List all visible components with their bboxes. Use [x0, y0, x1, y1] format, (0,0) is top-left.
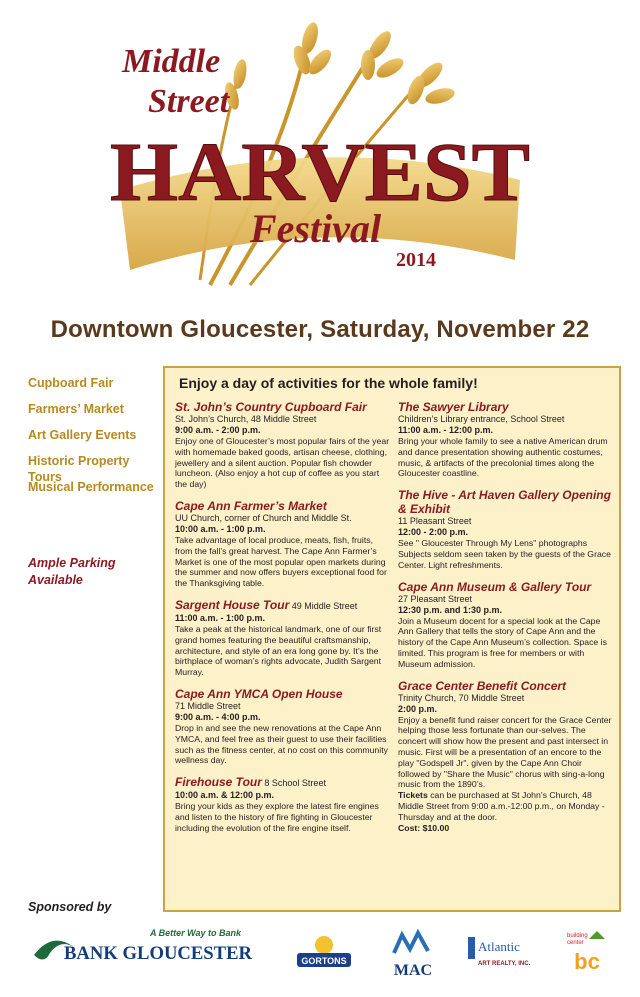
bc-line-1: building [567, 933, 588, 939]
event-description: Join a Museum docent for a special look at the Cape Ann Gallery that tells the story of Cape Ann and the history of the Cape Ann Museum’s collection. Space is limited. This program is free for members or with Museum admission. [398, 615, 607, 669]
mac-name: MAC [393, 962, 433, 979]
event-title-row [175, 775, 390, 790]
event-cost [398, 823, 613, 834]
event-time: 11:00 a.m. - 1:00 p.m. [175, 612, 266, 623]
event-sargent-house [175, 598, 390, 678]
events-column-left [175, 400, 390, 843]
category-musical-performance: Musical Performance [28, 480, 154, 494]
event-title: The Sawyer Library [398, 400, 509, 414]
mac-wave-icon [394, 933, 428, 953]
parking-line-1: Ample Parking [28, 556, 116, 570]
event-tickets [398, 790, 613, 822]
bank-tagline: A Better Way to Bank [150, 928, 242, 938]
sponsor-logos [0, 925, 640, 997]
cost-label: Cost: [398, 822, 421, 833]
category-cupboard-fair: Cupboard Fair [28, 376, 114, 390]
event-sawyer-library [398, 400, 613, 479]
bank-name: BANK GLOUCESTER [64, 943, 253, 964]
event-location: Trinity Church, 70 Middle Street [398, 692, 525, 703]
event-description: See " Gloucester Through My Lens" photographs Subjects seldom seen taken by the guests of the Grace Center. Light refreshments. [398, 538, 611, 570]
atlantic-bars-icon [468, 937, 475, 959]
parking-line-2: Available [28, 573, 83, 587]
gortons-fisherman-icon [315, 936, 333, 954]
tickets-label: Tickets [398, 790, 428, 801]
event-description: Enjoy a benefit fund raiser concert for the Grace Center helping those less fortunate than our-selves. The concert will show how the present and past intersect in music. First will be a presentation of an encore to the play "Godspell Jr". given by the Cape Ann Choir followed by "Share the Music" chorus with sing-a-long music from the 1890’s. [398, 714, 612, 790]
event-time: 12:00 - 2:00 p.m. [398, 527, 469, 538]
event-title: Cape Ann YMCA Open House [175, 686, 343, 701]
gortons-name: GORTONS [301, 956, 347, 966]
bc-line-2: center [567, 940, 584, 946]
event-time: 2:00 p.m. [398, 703, 438, 714]
event-title: The Hive - Art Haven Gallery Opening & Exhibit [398, 488, 611, 517]
parking-note [28, 555, 148, 589]
page-headline: Downtown Gloucester, Saturday, November 22 [50, 316, 590, 343]
event-time: 10:00 a.m. - 1:00 p.m. [175, 523, 266, 534]
event-firehouse [175, 775, 390, 833]
event-museum-tour [398, 580, 613, 670]
event-time: 9:00 a.m. - 4:00 p.m. [175, 711, 261, 722]
sponsored-by-label: Sponsored by [28, 900, 112, 914]
logo-street: Street [148, 83, 230, 120]
event-description: Enjoy one of Gloucester’s most popular fairs of the year with homemade baked goods, artisan cheese, clothing, jewellery and a silent auction. Popular fish chowder luncheon. (Also enjoy a hot cup of coffee as you start the day) [175, 436, 390, 490]
event-location: 27 Pleasant Street [398, 593, 473, 604]
cost-value: $10.00 [420, 822, 450, 833]
event-location: 49 Middle Street [289, 600, 358, 611]
event-description: Take a peak at the historical landmark, one of our first grand homes featuring the beautiful craftsmanship, architecture, and style of an era long gone by. It’s the birthplace of woman’s rights advocate, Judith Sargent Murray. [175, 623, 382, 678]
atlantic-subtitle: ART REALTY, INC. [478, 961, 531, 967]
event-description: Bring your kids as they explore the latest fire engines and listen to the history of fire fighting in Gloucester including the evolution of the fire engine itself. [175, 801, 379, 833]
event-location: 11 Pleasant Street [398, 516, 472, 527]
tickets-text: can be purchased at St John’s Church, 48 Middle Street from 9:00 a.m.-12:00 p.m., on Monday - Thursday and at the door. [398, 790, 605, 822]
logo-harvest: HARVEST [110, 126, 530, 219]
event-location: UU Church, corner of Church and Middle St. [175, 512, 352, 523]
event-title: Grace Center Benefit Concert [398, 678, 567, 693]
atlantic-name: Atlantic [478, 939, 520, 954]
events-column-right [398, 400, 613, 842]
logo-middle: Middle [122, 43, 221, 80]
event-description: Drop in and see the new renovations at the Cape Ann YMCA, and feel free as their guest to use their facilities such as the fitness center, at no cost on this community wellness day. [175, 722, 388, 766]
event-title: Cape Ann Museum & Gallery Tour [398, 579, 592, 594]
event-title: Sargent House Tour [175, 597, 290, 612]
festival-logo [100, 10, 540, 310]
event-grace-concert [398, 679, 613, 834]
category-historic-tours: Historic Property Tours [28, 454, 130, 484]
bc-mark: bc [574, 949, 600, 974]
bank-gloucester-logo [30, 925, 255, 975]
logo-year: 2014 [396, 249, 436, 271]
activities-title: Enjoy a day of activities for the whole family! [179, 375, 478, 391]
event-farmers-market [175, 499, 390, 589]
mac-logo [388, 927, 438, 982]
event-time: 10:00 a.m. & 12:00 p.m. [175, 790, 275, 801]
event-title: St. John’s Country Cupboard Fair [175, 400, 367, 414]
event-cupboard-fair [175, 400, 390, 490]
activity-category-list [28, 375, 163, 505]
event-time: 12:30 p.m. and 1:30 p.m. [398, 604, 503, 615]
event-location: 71 Middle Street [175, 700, 241, 711]
event-location: 8 School Street [261, 778, 326, 789]
gortons-logo [295, 933, 353, 973]
event-location: Children’s Library entrance, School Street [398, 414, 565, 424]
atlantic-realty-logo [466, 933, 532, 973]
event-description: Bring your whole family to see a native American drum and dance presentation showing authentic costumes, music, & artifacts of the precolonial times along the Gloucester coastline. [398, 436, 608, 479]
event-hive-gallery [398, 488, 613, 570]
building-center-logo [565, 929, 609, 977]
logo-festival: Festival [250, 206, 382, 251]
category-art-gallery: Art Gallery Events [28, 428, 137, 442]
event-title: Cape Ann Farmer’s Market [175, 498, 327, 513]
event-location: St. John’s Church, 48 Middle Street [175, 414, 317, 424]
event-title-row [175, 598, 390, 613]
category-farmers-market: Farmers’ Market [28, 402, 124, 416]
house-roof-icon [589, 931, 605, 939]
activities-box [163, 366, 621, 912]
event-time: 9:00 a.m. - 2:00 p.m. [175, 425, 261, 435]
event-title: Firehouse Tour [175, 775, 262, 790]
event-time: 11:00 a.m. - 12:00 p.m. [398, 425, 494, 435]
event-description: Take advantage of local produce, meats, fish, fruits, from the fall’s great harvest. The Cape Ann Farmer’s Market is one of the most popular open markets during the summer and now offers buyers exceptional food for the Thanksgiving table. [175, 534, 387, 589]
event-ymca [175, 687, 390, 766]
